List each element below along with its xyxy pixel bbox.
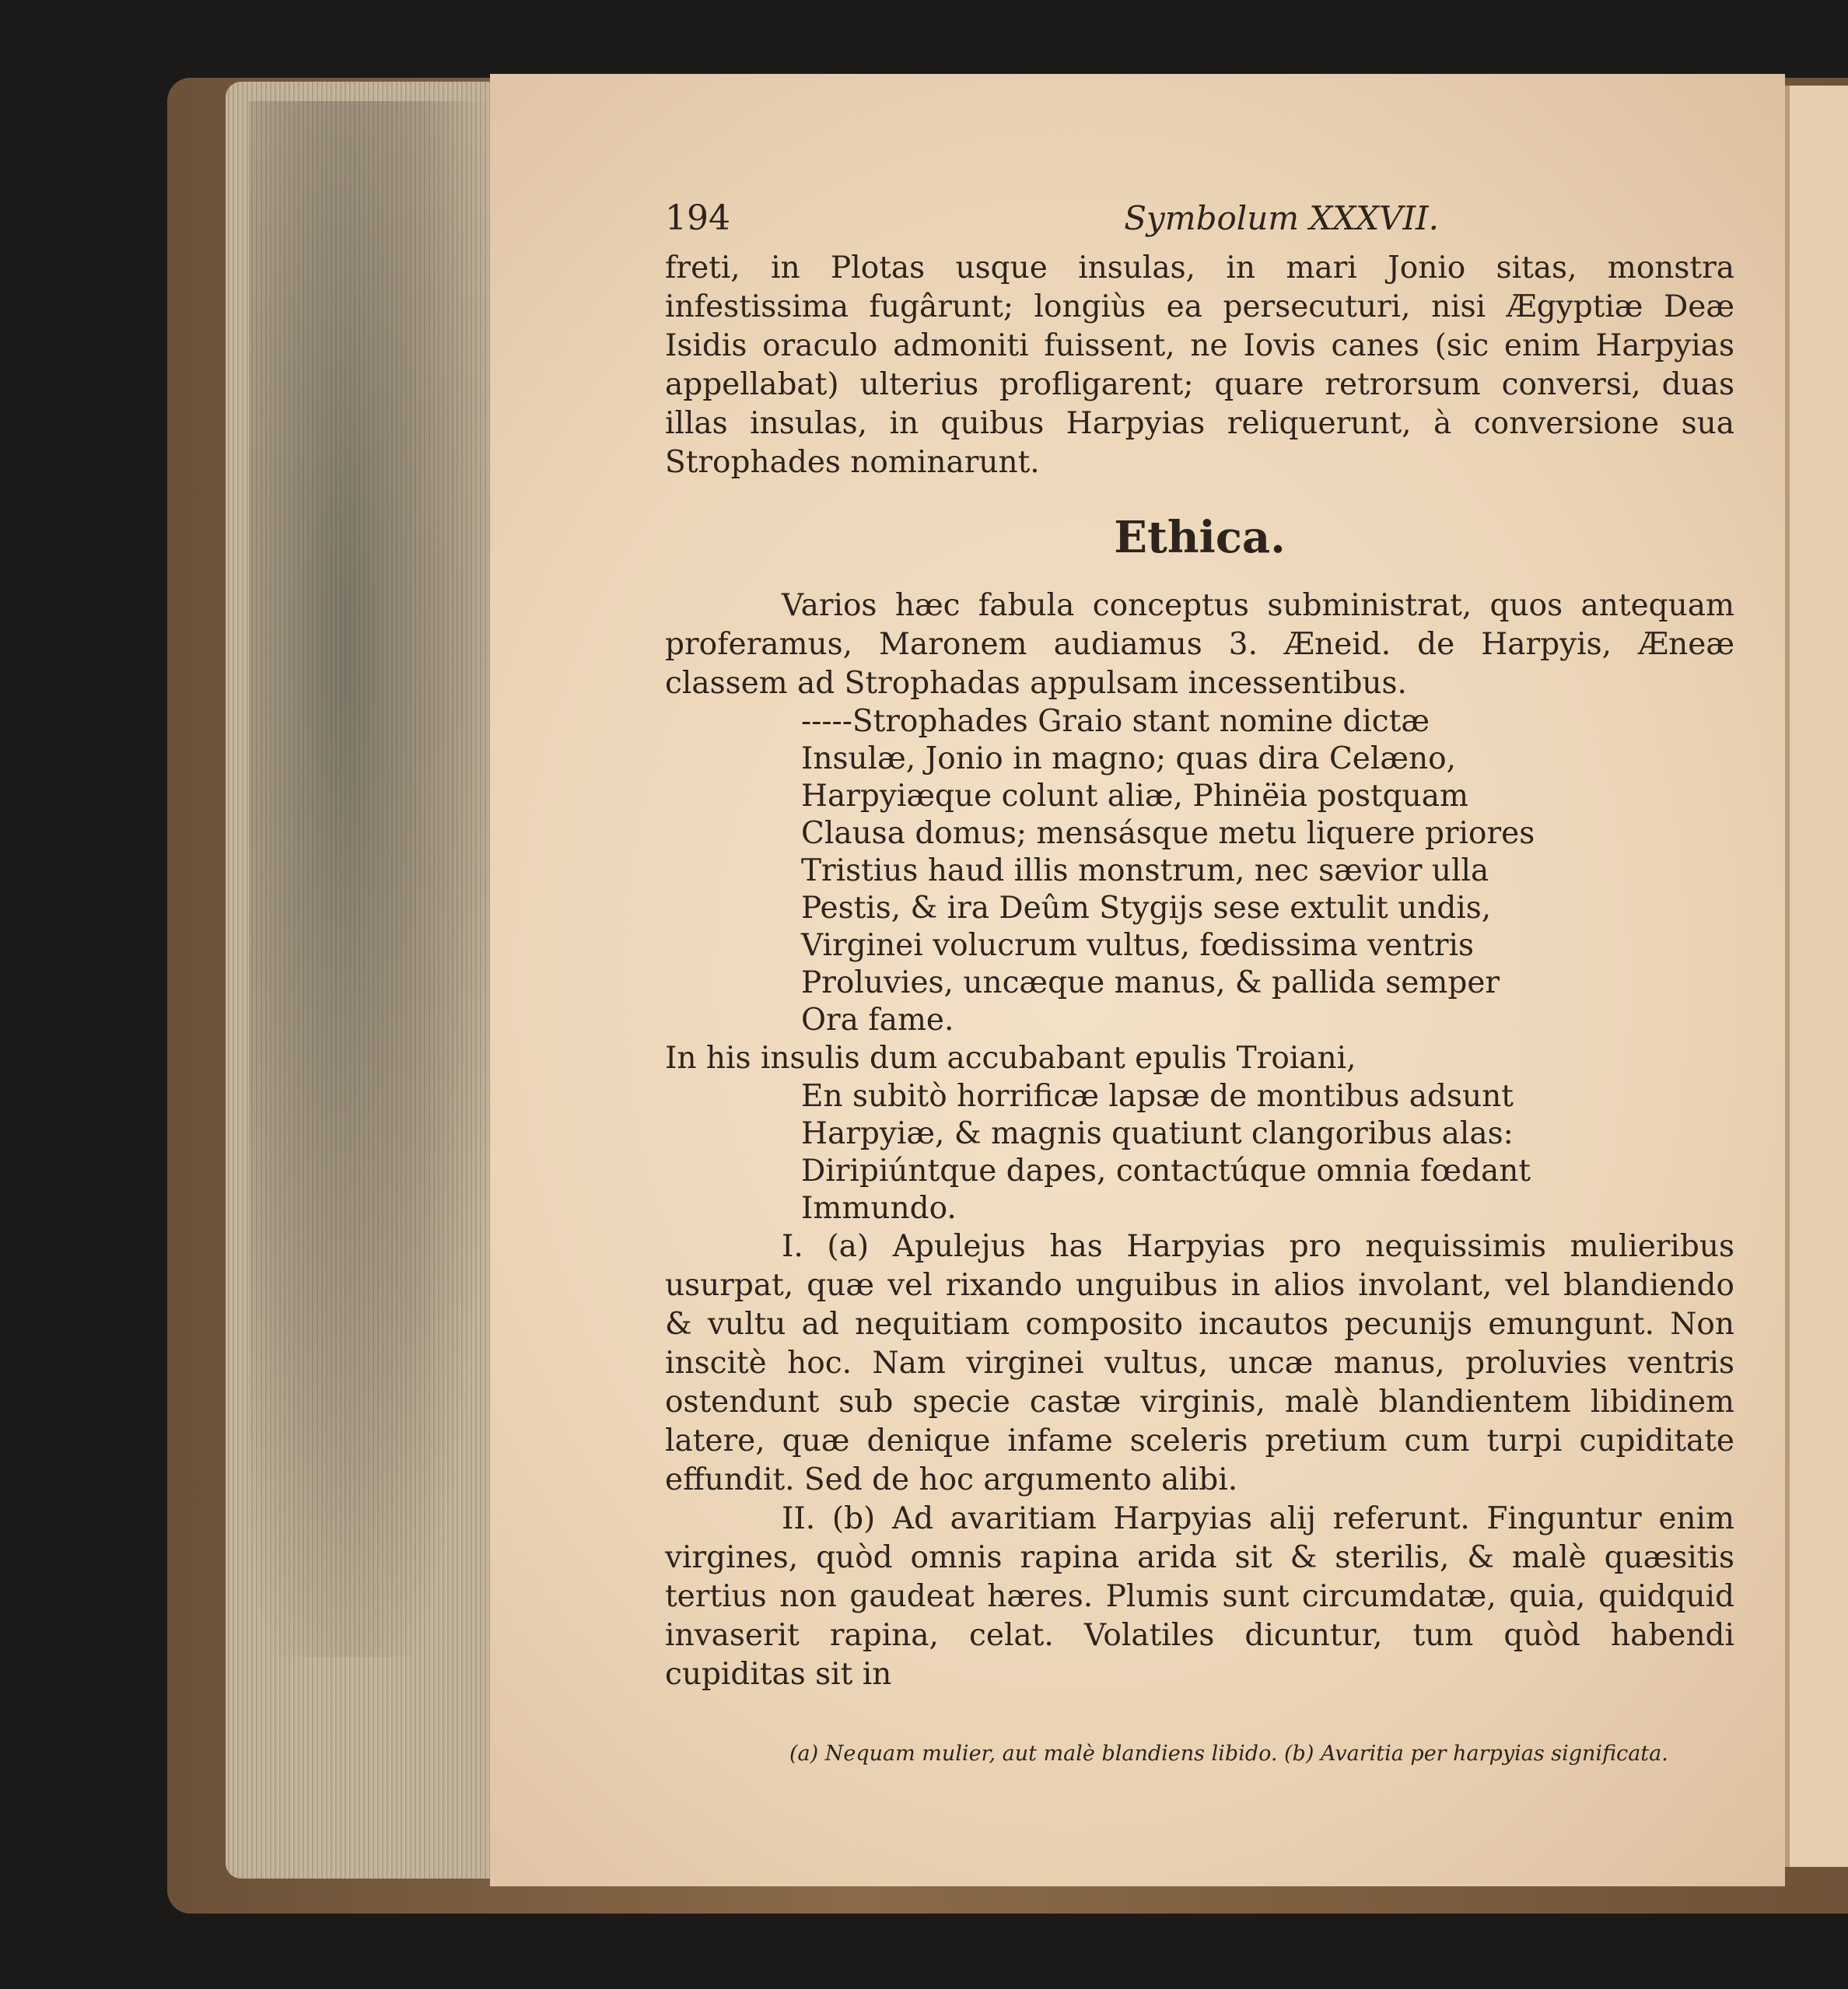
verse-line: Pestis, & ira Deûm Stygijs sese extulit undis,	[801, 891, 1492, 926]
verse-line: Harpyiæque colunt aliæ, Phinëia postquam	[801, 779, 1468, 814]
facing-page-edge	[1785, 86, 1848, 1867]
verse-line: Tristius haud illis monstrum, nec sævior ulla	[801, 853, 1489, 888]
running-head	[665, 198, 1734, 238]
paragraph-3: In his insulis dum accubabant epulis Troiani,	[665, 1041, 1356, 1076]
running-title: Symbolum XXXVII.	[1124, 199, 1439, 237]
page-edge-stain	[249, 101, 490, 1657]
verse-line: Clausa domus; mensásque metu liquere priores	[801, 816, 1535, 851]
paragraph-2: Varios hæc fabula conceptus subministrat, quos antequam proferamus, Maronem audiamus 3. Æneid. de Harpyis, Æneæ classem ad Strophadas appulsam incessentibus.	[665, 588, 1734, 701]
paragraph-1: freti, in Plotas usque insulas, in mari Jonio sitas, monstra infestissima fugârunt; longiùs ea persecuturi, nisi Ægyptiæ Deæ Isidis oraculo admoniti fuissent, ne Iovis canes (sic enim Harpyias appellabat) ulterius profligarent; quare retrorsum conversi, duas illas insulas, in quibus Harpyias reliquerunt, à conversione sua Strophades nominarunt.	[665, 250, 1734, 480]
paragraph-5: II. (b) Ad avaritiam Harpyias alij referunt. Finguntur enim virgines, quòd omnis rapina arida sit & sterilis, & malè quæsitis tertius non gaudeat hæres. Plumis sunt circumdatæ, quia, quidquid invaserit rapina, celat. Volatiles dicuntur, tum quòd habendi cupiditas sit in	[665, 1501, 1734, 1692]
verse-line: Harpyiæ, & magnis quatiunt clangoribus alas:	[801, 1116, 1514, 1151]
section-heading: Ethica.	[1114, 512, 1286, 563]
verse-line: -----Strophades Graio stant nomine dictæ	[801, 704, 1430, 739]
page-number: 194	[665, 198, 730, 238]
verse-line: Proluvies, uncæque manus, & pallida semper	[801, 965, 1500, 1000]
verse-line: Diripiúntque dapes, contactúque omnia fœdant	[801, 1154, 1531, 1189]
verse-line: Ora fame.	[801, 1003, 954, 1038]
paragraph-4: I. (a) Apulejus has Harpyias pro nequissimis mulieribus usurpat, quæ vel rixando unguibus in alios involant, vel blandiendo & vultu ad nequitiam composito incautos pecunijs emungunt. Non inscitè hoc. Nam virginei vultus, uncæ manus, proluvies ventris ostendunt sub specie castæ virginis, malè blandientem libidinem latere, quæ denique infame sceleris pretium cum turpi cupiditate effundit. Sed de hoc argumento alibi.	[665, 1229, 1734, 1497]
verse-quote-2	[801, 1078, 1734, 1227]
verse-line: En subitò horrificæ lapsæ de montibus adsunt	[801, 1079, 1514, 1114]
verse-line: Insulæ, Jonio in magno; quas dira Celæno,	[801, 741, 1457, 776]
page-text	[665, 198, 1734, 1767]
verse-line: Immundo.	[801, 1191, 957, 1226]
verse-quote-1	[801, 703, 1734, 1039]
footnotes: (a) Nequam mulier, aut malè blandiens libido. (b) Avaritia per harpyias significata.	[789, 1742, 1668, 1766]
verse-line: Virginei volucrum vultus, fœdissima ventris	[801, 928, 1475, 963]
